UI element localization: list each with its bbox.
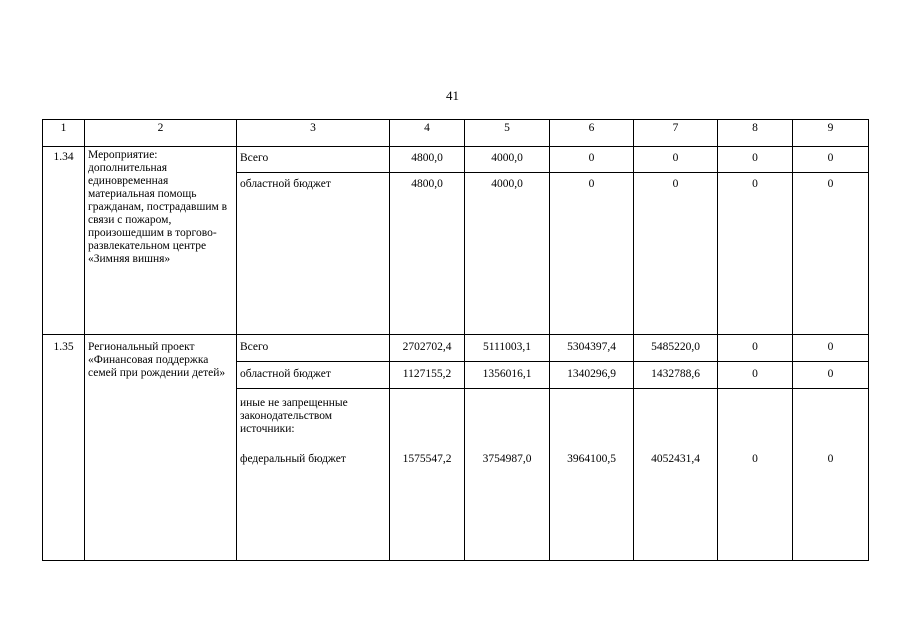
table-cell: 5111003,1 <box>465 335 550 362</box>
table-cell: 1575547,2 <box>390 389 465 561</box>
table-cell: 0 <box>634 173 718 335</box>
column-header: 3 <box>237 120 390 147</box>
page-number: 41 <box>446 88 459 103</box>
column-header: 9 <box>793 120 869 147</box>
table-cell: 4800,0 <box>390 173 465 335</box>
table-cell: 0 <box>718 173 793 335</box>
source-label-cell <box>237 389 390 561</box>
row-id: 1.34 <box>43 147 85 335</box>
column-header: 4 <box>390 120 465 147</box>
table-cell: 4000,0 <box>465 173 550 335</box>
table-cell: 5485220,0 <box>634 335 718 362</box>
table-cell: 1432788,6 <box>634 362 718 389</box>
source-label: федеральный бюджет <box>240 453 346 465</box>
column-header: 5 <box>465 120 550 147</box>
table-row <box>43 335 869 362</box>
source-label: Всего <box>237 335 390 362</box>
table-cell: 5304397,4 <box>550 335 634 362</box>
row-name: Мероприятие: дополнительная единовременная материальная помощь гражданам, пострадавшим в связи с пожаром, произошедшим в торгово-развлекательном центре «Зимняя вишня» <box>85 147 237 335</box>
table-cell: 2702702,4 <box>390 335 465 362</box>
column-header: 1 <box>43 120 85 147</box>
column-header: 2 <box>85 120 237 147</box>
table-header-row <box>43 120 869 147</box>
table-cell: 0 <box>634 147 718 173</box>
table-cell: 3754987,0 <box>465 389 550 561</box>
table-cell: 0 <box>793 147 869 173</box>
row-id: 1.35 <box>43 335 85 561</box>
source-label: областной бюджет <box>237 173 390 335</box>
row-name: Региональный проект «Финансовая поддержка семей при рождении детей» <box>85 335 237 561</box>
table-cell: 0 <box>718 389 793 561</box>
table-cell: 1340296,9 <box>550 362 634 389</box>
table-cell: 0 <box>718 147 793 173</box>
table-cell: 1127155,2 <box>390 362 465 389</box>
table-cell: 1356016,1 <box>465 362 550 389</box>
source-label-intro: иные не запрещенные законодательством источники: <box>240 397 348 435</box>
table-cell: 0 <box>550 173 634 335</box>
source-label: Всего <box>237 147 390 173</box>
table-cell: 4000,0 <box>465 147 550 173</box>
table-cell: 4800,0 <box>390 147 465 173</box>
table-cell: 0 <box>718 362 793 389</box>
table-cell: 0 <box>793 389 869 561</box>
table-cell: 0 <box>550 147 634 173</box>
column-header: 7 <box>634 120 718 147</box>
column-header: 8 <box>718 120 793 147</box>
table-cell: 4052431,4 <box>634 389 718 561</box>
column-header: 6 <box>550 120 634 147</box>
budget-table <box>42 119 869 561</box>
table-cell: 0 <box>793 173 869 335</box>
table-cell: 3964100,5 <box>550 389 634 561</box>
table-cell: 0 <box>793 362 869 389</box>
table-cell: 0 <box>793 335 869 362</box>
source-label: областной бюджет <box>237 362 390 389</box>
table-row <box>43 147 869 173</box>
table-cell: 0 <box>718 335 793 362</box>
